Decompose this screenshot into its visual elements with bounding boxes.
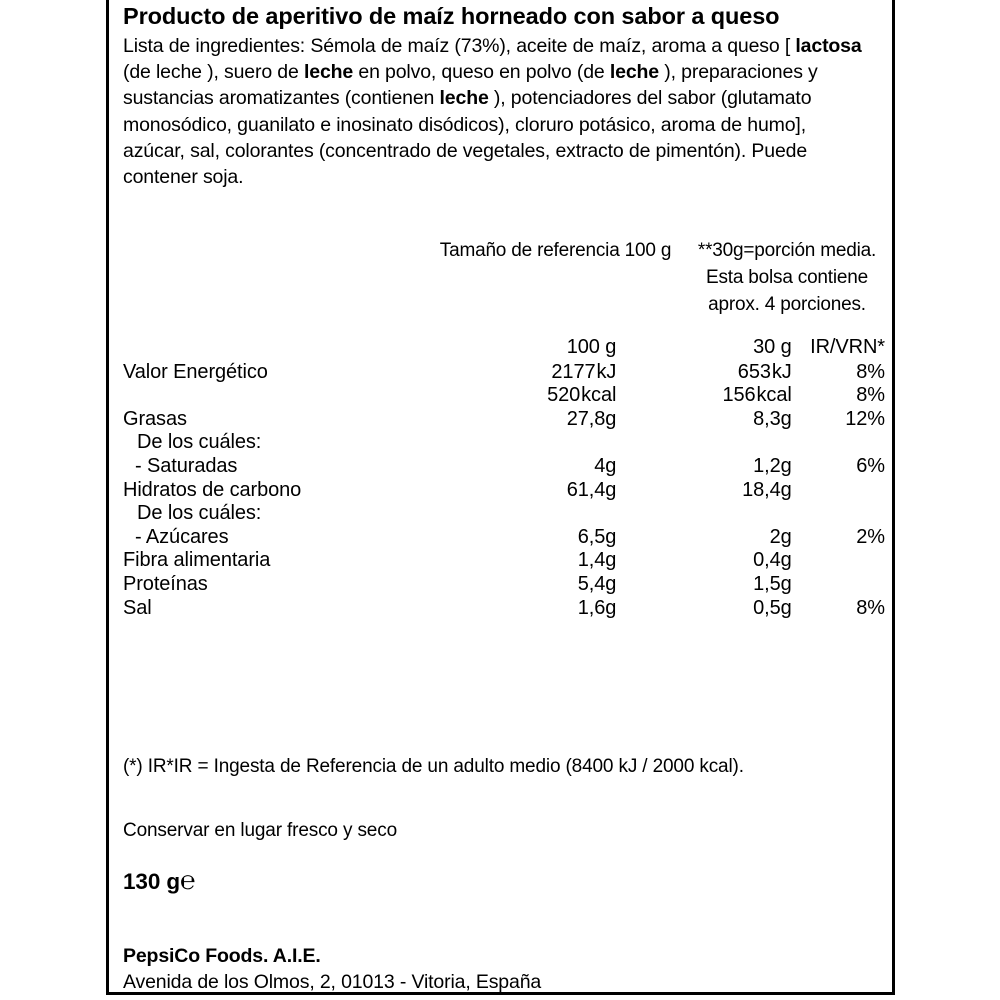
value-per-30g: 0,5g [753,596,792,619]
company-block [123,944,541,995]
table-row [123,597,885,621]
portion-note: **30g=porción media. Esta bolsa contiene aprox. 4 porciones. [697,240,877,315]
value-per-100g [460,502,616,526]
allergen-lactosa: lactosa [795,35,862,57]
allergen-leche-2: leche [609,61,660,84]
value-per-30g: 18,4g [742,478,792,501]
table-row [123,361,885,385]
value-reference-intake: 8% [856,384,885,407]
nutrient-name: Grasas [123,407,187,430]
nutrient-name: Fibra alimentaria [123,549,271,572]
value-per-30g [616,502,793,526]
table-row [123,502,885,526]
value-reference-intake [794,573,885,597]
allergen-leche-3: leche [439,87,489,110]
value-reference-intake: 2% [856,525,885,548]
company-name: PepsiCo Foods. A.I.E. [123,945,321,967]
ingredients-paragraph [123,33,863,190]
nutrient-name: Proteínas [123,572,208,595]
value-per-30g: 2g [769,525,792,548]
nutrient-name [123,384,460,408]
ingredients-part-5: ), potenciadores del sabor (glutamato monosódico, guanilato e inosinato disódicos), cloruro potásico, aroma de humo], azúcar, sal, colorantes (concentrado de vegetales, extracto de pimentón). Puede contener soja. [123,87,812,189]
ingredients-lead: Lista de ingredientes: Sémola de maíz (73%), aceite de maíz, aroma a queso [ [123,35,796,57]
page-title: Producto de aperitivo de maíz horneado con sabor a queso [123,3,780,29]
ingredients-part-4: ), preparaciones y sustancias aromatizantes (contienen [123,61,818,110]
label-content [123,0,882,190]
value-per-100g [460,431,616,455]
net-weight-value: 130 g [123,869,181,894]
value-reference-intake: 8% [856,360,885,383]
value-per-30g: 156kcal [722,384,792,407]
nutrient-name: De los cuáles: [137,502,262,525]
nutrient-name: - Saturadas [135,454,238,477]
estimated-sign-icon: ℮ [180,865,196,895]
table-header-row [123,336,885,361]
reference-intake-footnote: (*) IR*IR = Ingesta de Referencia de un adulto medio (8400 kJ / 2000 kcal). [123,756,744,777]
value-per-100g: 1,6g [577,596,617,619]
value-per-100g: 520kcal [547,384,617,407]
value-per-30g: 0,4g [753,549,792,572]
value-per-30g [616,431,793,455]
nutrient-name: Valor Energético [123,360,268,383]
table-row [123,549,885,573]
value-per-100g: 1,4g [577,549,617,572]
col-head-blank [123,336,460,361]
value-per-100g: 4g [594,454,617,477]
value-per-100g: 61,4g [566,478,617,501]
table-row [123,384,885,408]
col-head-ir: IR/VRN* [810,336,885,358]
net-weight [123,866,196,896]
nutrition-table [123,336,885,620]
value-reference-intake: 12% [845,407,885,430]
storage-instructions: Conservar en lugar fresco y seco [123,820,397,841]
value-per-30g: 653kJ [737,360,792,383]
col-head-100g: 100 g [566,336,617,358]
value-reference-intake [794,549,885,573]
reference-size-note: Tamaño de referencia 100 g [439,240,672,261]
nutrition-header-band [123,237,883,318]
value-per-100g: 6,5g [577,525,617,548]
table-row [123,479,885,503]
value-reference-intake [794,479,885,503]
value-reference-intake: 8% [856,596,885,619]
company-address: Avenida de los Olmos, 2, 01013 - Vitoria, España [123,970,542,993]
nutrition-label-panel [106,0,895,995]
value-per-30g: 1,2g [753,454,792,477]
value-per-100g: 2177kJ [551,360,617,383]
value-per-100g: 5,4g [577,572,617,595]
ingredients-part-2: (de leche ), suero de [123,61,304,84]
value-reference-intake [794,502,885,526]
nutrient-name: Sal [123,596,152,619]
table-row [123,408,885,432]
table-row [123,431,885,455]
nutrient-name: Hidratos de carbono [123,478,302,501]
allergen-leche-1: leche [303,61,354,84]
nutrient-name: - Azúcares [135,525,229,548]
nutrient-name: De los cuáles: [137,431,262,454]
value-reference-intake [794,431,885,455]
nutrition-table-body [123,336,885,620]
table-row [123,455,885,479]
ingredients-part-3: en polvo, queso en polvo (de [353,61,610,84]
value-per-30g: 1,5g [753,572,792,595]
col-head-30g: 30 g [753,336,792,358]
value-reference-intake: 6% [856,454,885,477]
value-per-100g: 27,8g [566,407,617,430]
table-row [123,573,885,597]
value-per-30g: 8,3g [753,407,792,430]
table-row [123,526,885,550]
